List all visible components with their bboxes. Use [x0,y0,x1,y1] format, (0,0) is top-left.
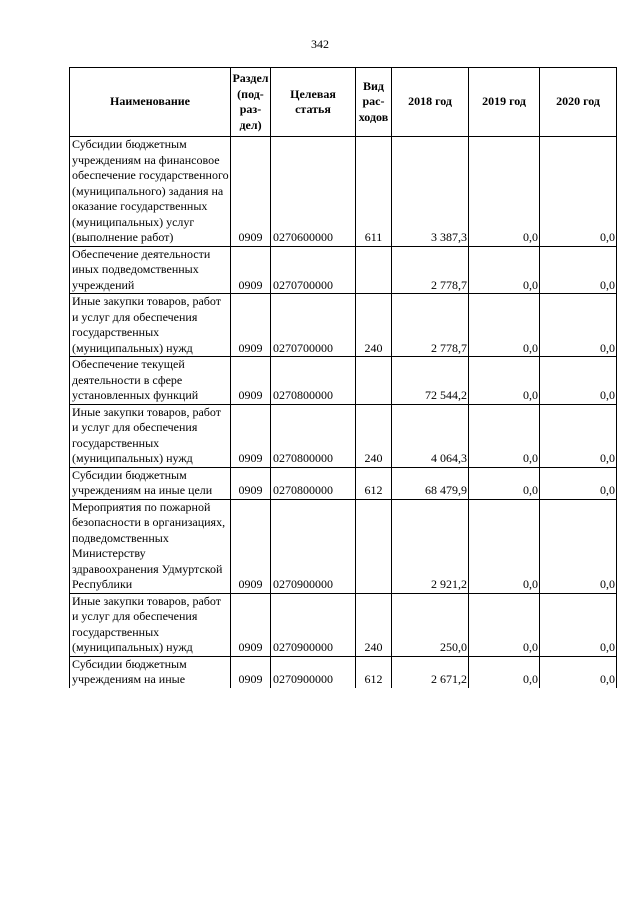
row-target: 0270700000 [271,294,356,357]
row-type: 612 [356,467,392,499]
row-target: 0270800000 [271,357,356,405]
header-target: Целевая статья [271,68,356,137]
row-section: 0909 [231,404,271,467]
row-2018: 72 544,2 [392,357,469,405]
header-2018: 2018 год [392,68,469,137]
row-section: 0909 [231,137,271,247]
row-2019: 0,0 [469,593,540,656]
row-target: 0270900000 [271,656,356,688]
row-2019: 0,0 [469,246,540,294]
row-name: Субсидии бюджетным учреждениям на финансовое обеспечение государственного (муниципального) задания на оказание государственных (муниципальных) услуг (выполнение работ) [70,137,231,247]
row-2019: 0,0 [469,137,540,247]
header-2019: 2019 год [469,68,540,137]
row-2019: 0,0 [469,499,540,593]
row-type: 240 [356,593,392,656]
row-2020: 0,0 [540,593,617,656]
table-row [70,656,617,688]
table-row [70,357,617,405]
row-target: 0270900000 [271,593,356,656]
row-2019: 0,0 [469,357,540,405]
row-section: 0909 [231,357,271,405]
table-row [70,404,617,467]
row-section: 0909 [231,246,271,294]
row-section: 0909 [231,467,271,499]
row-2019: 0,0 [469,656,540,688]
row-2019: 0,0 [469,404,540,467]
row-2020: 0,0 [540,246,617,294]
row-name: Иные закупки товаров, работ и услуг для обеспечения государственных (муниципальных) нужд [70,294,231,357]
row-section: 0909 [231,656,271,688]
row-name: Субсидии бюджетным учреждениям на иные [70,656,231,688]
row-name: Иные закупки товаров, работ и услуг для обеспечения государственных (муниципальных) нужд [70,593,231,656]
table-row [70,467,617,499]
row-2018: 68 479,9 [392,467,469,499]
row-2018: 250,0 [392,593,469,656]
row-2019: 0,0 [469,294,540,357]
row-2019: 0,0 [469,467,540,499]
row-type [356,357,392,405]
row-target: 0270700000 [271,246,356,294]
row-2018: 2 778,7 [392,294,469,357]
table-row [70,593,617,656]
table-row [70,294,617,357]
table-row [70,137,617,247]
row-2020: 0,0 [540,357,617,405]
row-target: 0270900000 [271,499,356,593]
table-header [70,68,617,137]
row-type: 240 [356,404,392,467]
row-2018: 4 064,3 [392,404,469,467]
row-target: 0270800000 [271,404,356,467]
header-type: Вид рас- ходов [356,68,392,137]
row-target: 0270800000 [271,467,356,499]
row-name: Мероприятия по пожарной безопасности в организациях, подведомственных Министерству здравоохранения Удмуртской Республики [70,499,231,593]
table-row [70,246,617,294]
row-section: 0909 [231,499,271,593]
row-section: 0909 [231,593,271,656]
row-2020: 0,0 [540,656,617,688]
row-2020: 0,0 [540,294,617,357]
row-2018: 2 921,2 [392,499,469,593]
row-name: Обеспечение деятельности иных подведомственных учреждений [70,246,231,294]
header-name: Наименование [70,68,231,137]
row-name: Иные закупки товаров, работ и услуг для обеспечения государственных (муниципальных) нужд [70,404,231,467]
table-row [70,499,617,593]
row-2018: 3 387,3 [392,137,469,247]
row-type: 611 [356,137,392,247]
header-2020: 2020 год [540,68,617,137]
row-2020: 0,0 [540,467,617,499]
row-type: 240 [356,294,392,357]
row-type [356,499,392,593]
row-target: 0270600000 [271,137,356,247]
header-section: Раздел (под- раз- дел) [231,68,271,137]
row-section: 0909 [231,294,271,357]
row-2018: 2 778,7 [392,246,469,294]
row-type [356,246,392,294]
row-name: Субсидии бюджетным учреждениям на иные цели [70,467,231,499]
row-2020: 0,0 [540,404,617,467]
row-type: 612 [356,656,392,688]
row-2020: 0,0 [540,499,617,593]
row-2020: 0,0 [540,137,617,247]
row-2018: 2 671,2 [392,656,469,688]
page-number: 342 [311,37,329,51]
row-name: Обеспечение текущей деятельности в сфере установленных функций [70,357,231,405]
budget-table [69,67,617,688]
